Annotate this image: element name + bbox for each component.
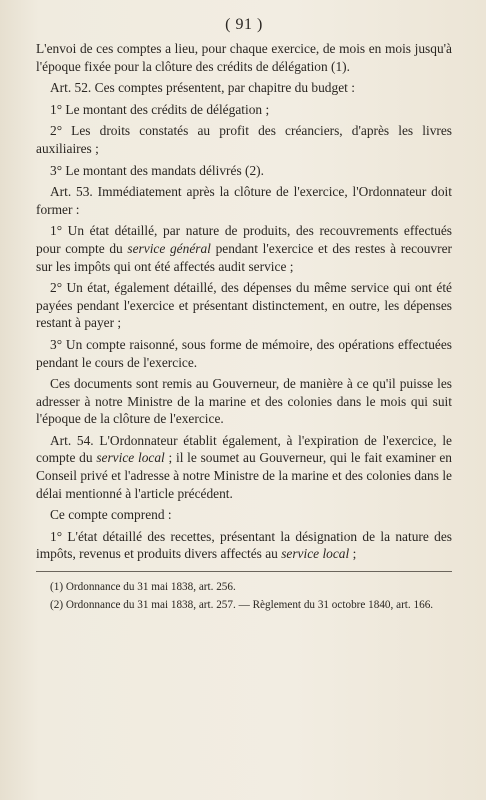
- paragraph-text: Ces documents sont remis au Gouverneur, de manière à ce qu'il puisse les adresser à notre Ministre de la marine et des colonies dans le mois qui suit l'époque de la clôture de l'exercice.: [36, 376, 452, 427]
- paragraph-11: [36, 432, 452, 502]
- paragraph-5: [36, 162, 452, 180]
- paragraph-10: [36, 375, 452, 428]
- paragraph-text: 1° Un état détaillé, par nature de produits, des recouvrements effectués pour compte du: [36, 223, 452, 256]
- paragraph-text: ;: [349, 546, 357, 562]
- paragraph-7: [36, 222, 452, 275]
- paragraph-text: pendant l'exercice et des restes à recouvrer sur les impôts qui ont été affectés audit service ;: [36, 240, 452, 274]
- paragraph-text: 1° Le montant des crédits de délégation ;: [50, 101, 270, 117]
- footnotes: [36, 580, 452, 612]
- paragraph-13: [36, 528, 452, 563]
- paragraph-text: 2° Les droits constatés au profit des créanciers, d'après les livres auxiliaires ;: [36, 123, 452, 156]
- footnote-divider: [36, 571, 452, 572]
- paragraph-12: [36, 506, 452, 524]
- paragraph-1: [36, 40, 452, 75]
- paragraph-text: L'envoi de ces comptes a lieu, pour chaque exercice, de mois en mois jusqu'à l'époque fixée pour la clôture des crédits de délégation (1).: [36, 41, 452, 74]
- paragraph-9: [36, 336, 452, 371]
- paragraph-6: [36, 183, 452, 218]
- italic-term: service local: [96, 450, 165, 466]
- paragraph-8: [36, 279, 452, 332]
- paragraph-text: 3° Un compte raisonné, sous forme de mémoire, des opérations effectuées pendant le cours de l'exercice.: [36, 336, 452, 370]
- paragraph-3: [36, 101, 452, 119]
- paragraph-2: [36, 79, 452, 97]
- paragraph-text: 1° L'état détaillé des recettes, présentant la désignation de la nature des impôts, revenus et produits divers affectés au: [36, 528, 452, 562]
- paragraph-text: 2° Un état, également détaillé, des dépenses du même service qui ont été payées pendant l'exercice et présentant distinctement, en outre, les dépenses restant à payer ;: [36, 280, 452, 331]
- paragraph-text: Art. 52. Ces comptes présentent, par chapitre du budget :: [50, 80, 355, 96]
- italic-term: service général: [127, 240, 211, 256]
- paragraph-text: 3° Le montant des mandats délivrés (2).: [50, 162, 264, 178]
- body-text: [36, 40, 452, 563]
- paragraph-text: Ce compte comprend :: [50, 507, 172, 523]
- footnote-2: (2) Ordonnance du 31 mai 1838, art. 257. — Règlement du 31 octobre 1840, art. 166.: [50, 598, 434, 611]
- footnote-1: (1) Ordonnance du 31 mai 1838, art. 256.: [50, 581, 236, 594]
- italic-term: service local: [281, 546, 350, 562]
- paragraph-text: Art. 54. L'Ordonnateur établit également, à l'expiration de l'exercice, le compte du: [36, 432, 452, 466]
- paragraph-text: ; il le soumet au Gouverneur, qui le fait examiner en Conseil privé et l'adresse à notre Ministre de la marine et des colonies dans le délai mentionné à l'article précédent.: [36, 450, 453, 501]
- paragraph-4: [36, 122, 452, 157]
- paragraph-text: Art. 53. Immédiatement après la clôture de l'exercice, l'Ordonnateur doit former :: [36, 184, 452, 217]
- page-number: ( 91 ): [225, 16, 263, 33]
